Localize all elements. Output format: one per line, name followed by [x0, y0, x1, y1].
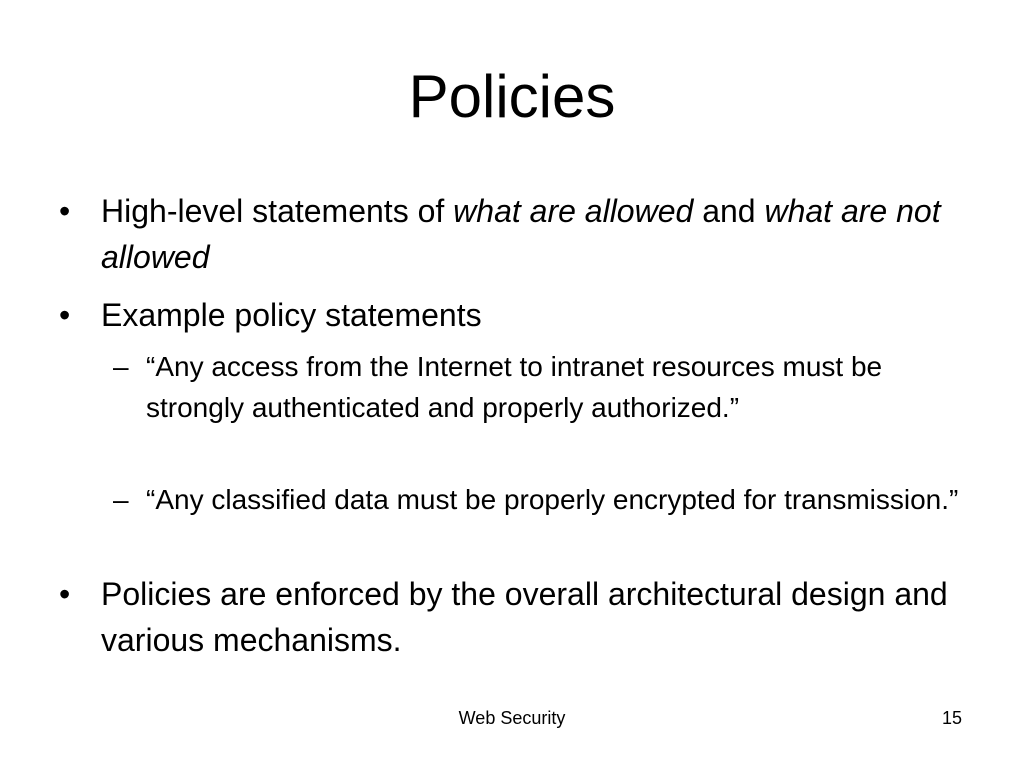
- bullet-text: Example policy statements: [101, 297, 482, 333]
- footer-title: Web Security: [458, 708, 566, 728]
- page-number: 15: [941, 708, 962, 728]
- bullet-item-high-level-statements: [59, 188, 981, 280]
- slide-title: Policies: [408, 63, 616, 130]
- bullet-text: Policies are enforced by the overall architectural design and various mechanisms.: [101, 576, 948, 658]
- bullet-emphasis-allowed: what are allowed: [453, 193, 694, 229]
- sub-bullet-marker: –: [113, 351, 129, 382]
- bullet-text-and: and: [693, 193, 765, 229]
- sub-item-text: “Any access from the Internet to intranet resources must be strongly authenticated and properly authorized.”: [146, 351, 883, 423]
- bullet-item-enforcement: [59, 571, 981, 663]
- bullet-marker: •: [59, 576, 71, 612]
- bullet-text: High-level statements of: [101, 193, 454, 229]
- bullet-item-example-policy: [59, 292, 981, 338]
- sub-item-text: “Any classified data must be properly encrypted for transmission.”: [146, 484, 959, 515]
- bullet-marker: •: [59, 297, 71, 333]
- sub-item-internet-access: [113, 346, 966, 428]
- sub-item-classified-data: [113, 479, 966, 520]
- bullet-marker: •: [59, 193, 71, 229]
- sub-bullet-marker: –: [113, 484, 129, 515]
- bullet-emphasis-not-allowed: what are not allowed: [101, 193, 941, 275]
